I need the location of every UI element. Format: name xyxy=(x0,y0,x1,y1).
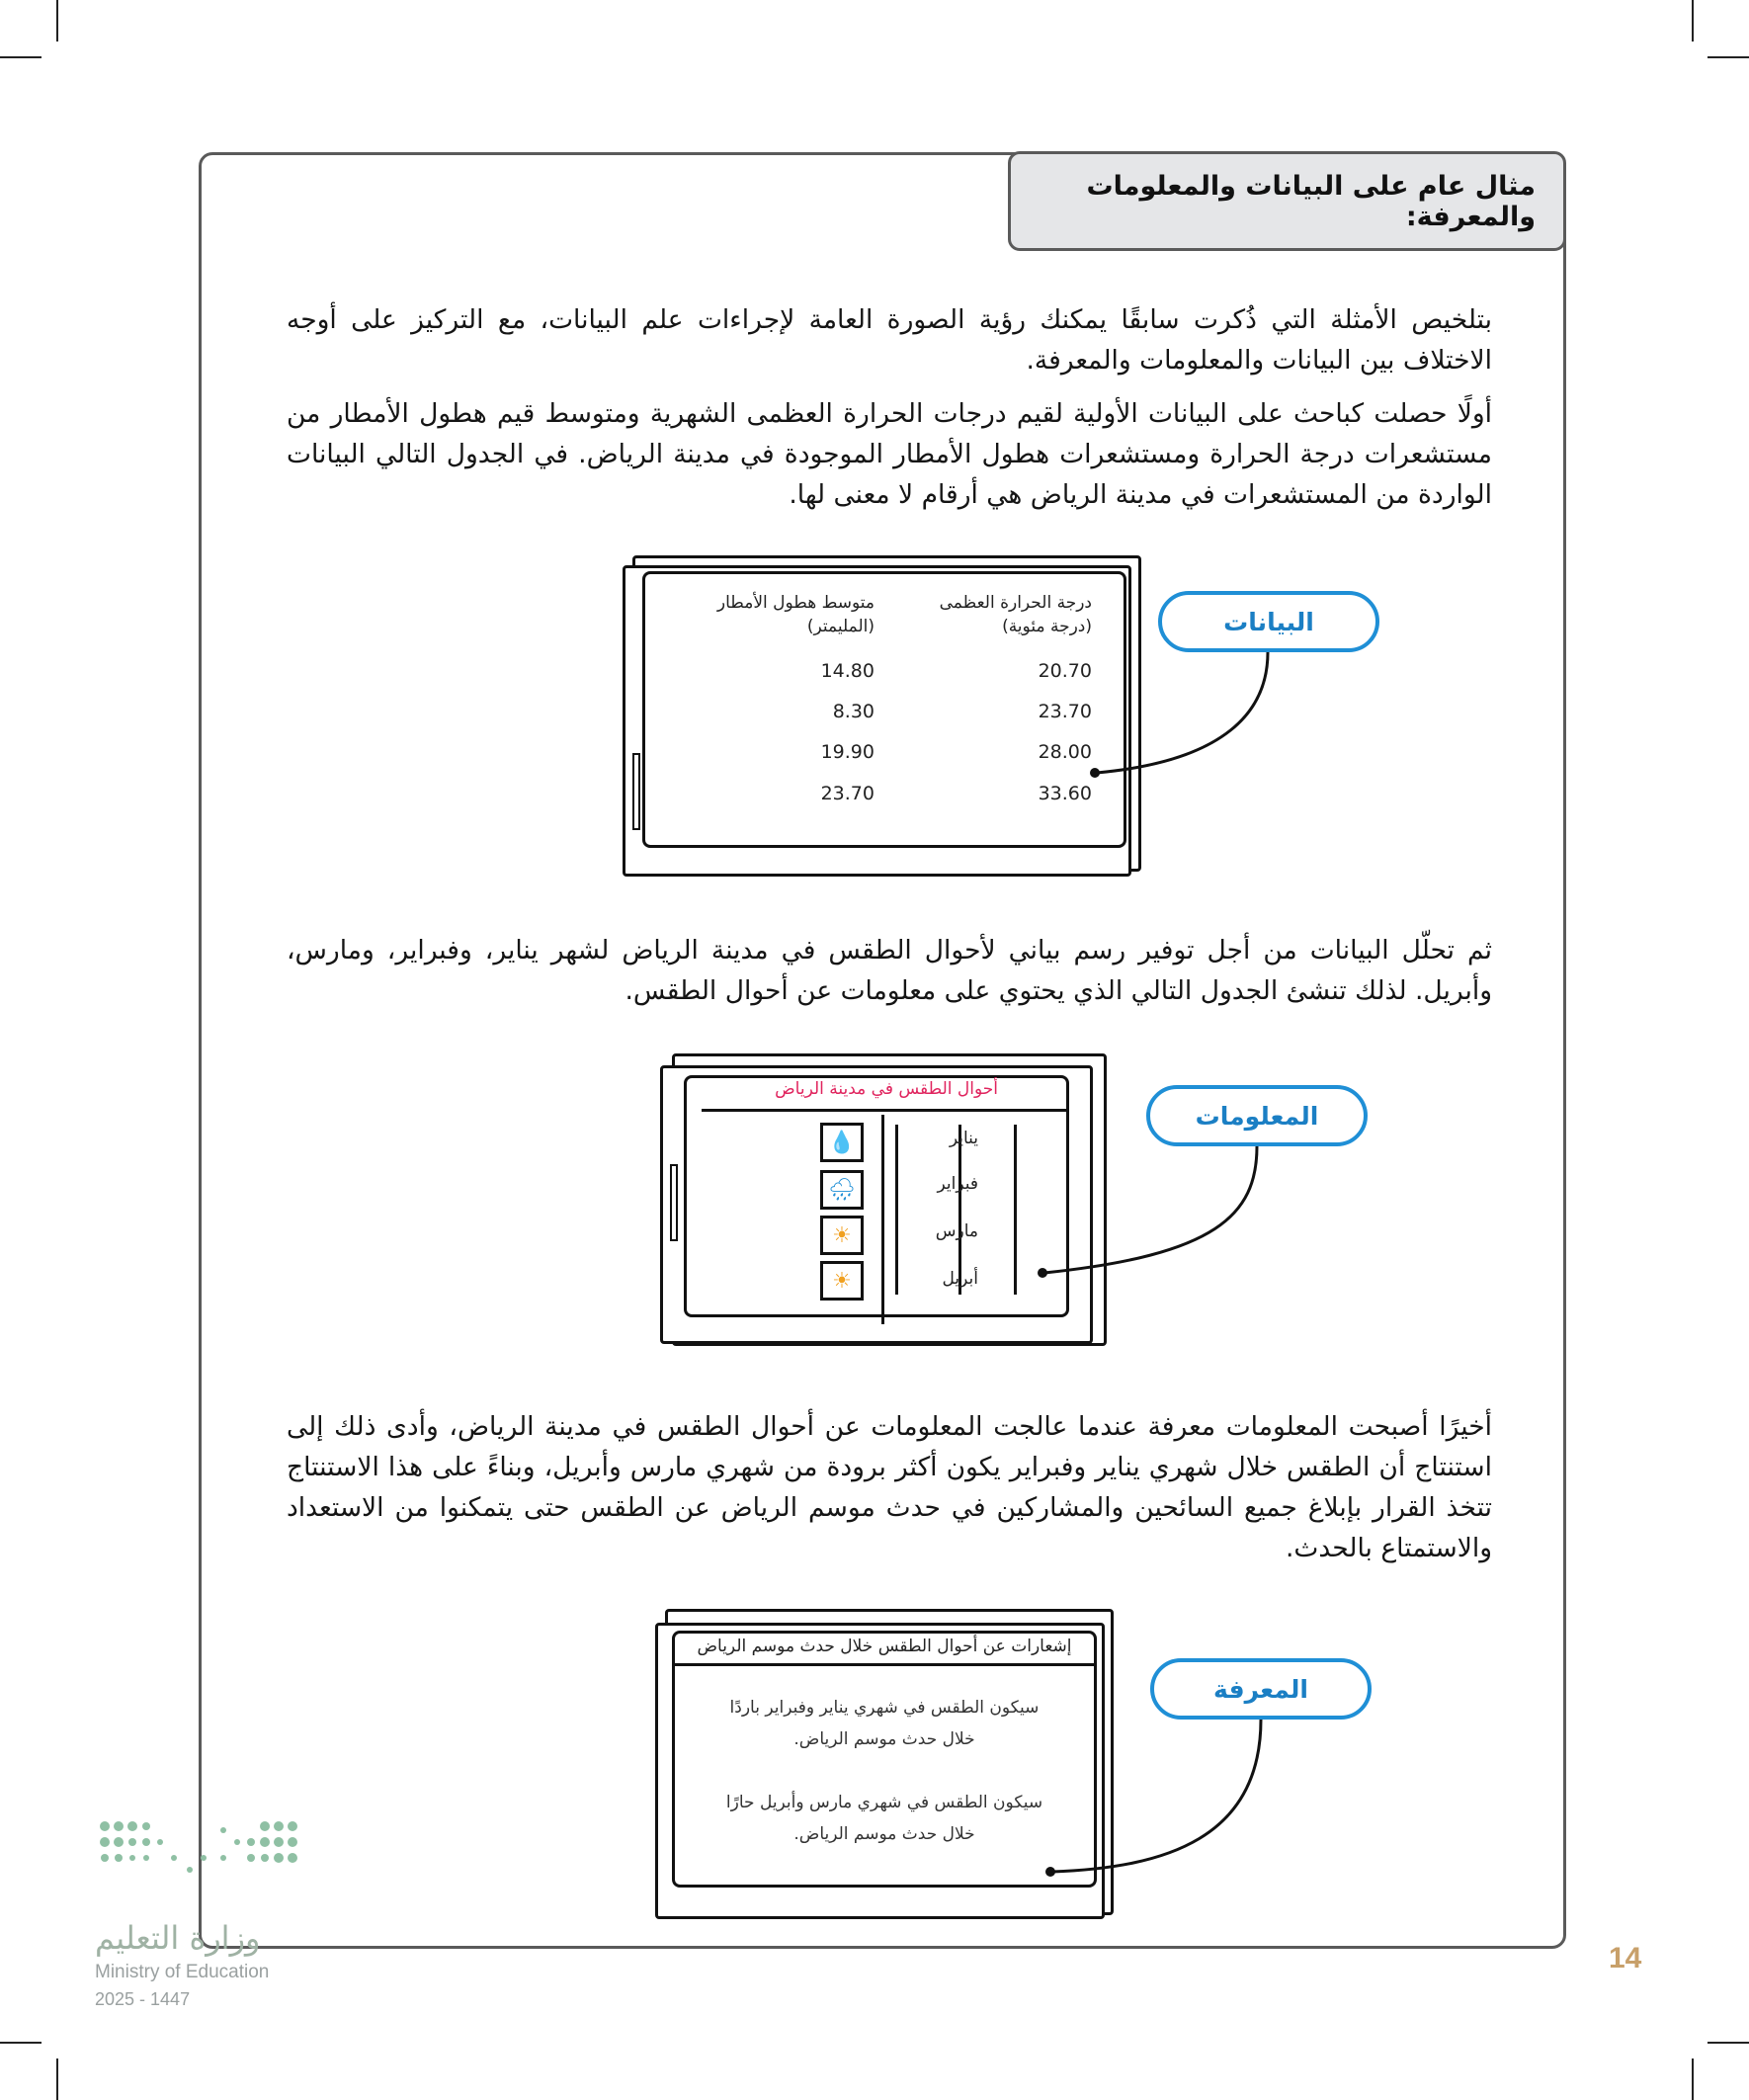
month-label: يناير xyxy=(949,1129,978,1148)
connector-data xyxy=(1097,652,1268,773)
rain-value: 19.90 xyxy=(820,741,874,763)
temp-header: درجة الحرارة العظمى (درجة مئوية) xyxy=(939,593,1092,636)
temp-value: 33.60 xyxy=(1038,783,1092,804)
section-title: مثال عام على البيانات والمعلومات والمعرفة: xyxy=(1008,151,1566,251)
rain-value: 8.30 xyxy=(832,701,874,722)
month-label: أبريل xyxy=(942,1269,978,1289)
ministry-logo xyxy=(95,1816,322,2014)
label-data: البيانات xyxy=(1158,591,1379,652)
label-knowledge: المعرفة xyxy=(1150,1658,1372,1720)
paragraph-intro: بتلخيص الأمثلة التي ذُكرت سابقًا يمكنك رؤية الصورة العامة لإجراءات علم البيانات، مع التركيز على أوجه الاختلاف بين البيانات والمعلومات والمعرفة. xyxy=(287,304,1492,376)
rain-drops-icon: 💧 xyxy=(820,1123,864,1162)
cloud-rain-icon: 🌧 xyxy=(820,1170,864,1210)
paragraph-knowledge: أخيرًا أصبحت المعلومات معرفة عندما عالجت المعلومات عن أحوال الطقس في مدينة الرياض، وأدى ذلك إلى استنتاج أن الطقس خلال شهري يناير وفبراير يكون أكثر برودة من شهري مارس وأبريل، وبناءً على هذا الاستنتاج تتخذ القرار بإبلاغ جميع السائحين والمشاركين في حدث موسم الرياض عن الطقس حتى يتمكنوا من الاستعداد والاستمتاع بالحدث. xyxy=(287,1411,1492,1563)
label-information: المعلومات xyxy=(1146,1085,1368,1146)
connector-knowledge xyxy=(1052,1720,1261,1872)
sun-icon: ☀ xyxy=(820,1261,864,1301)
paragraph-data: أولًا حصلت كباحث على البيانات الأولية لقيم درجات الحرارة العظمى الشهرية ومتوسط قيم هطول الأمطار من مستشعرات درجة الحرارة ومستشعرات هطول الأمطار الموجودة في مدينة الرياض. في الجدول التالي البيانات الواردة من المستشعرات في مدينة الرياض هي أرقام لا معنى لها. xyxy=(287,398,1492,510)
notifications-title: إشعارات عن أحوال الطقس خلال حدث موسم الرياض xyxy=(697,1637,1072,1656)
temp-value: 23.70 xyxy=(1038,701,1092,722)
temp-value: 20.70 xyxy=(1038,660,1092,682)
connector-information xyxy=(1044,1146,1257,1273)
connector-dot xyxy=(1090,768,1100,778)
temp-value: 28.00 xyxy=(1038,741,1092,763)
connector-dot xyxy=(1045,1867,1055,1877)
notification-message: سيكون الطقس في شهري مارس وأبريل حارًا خلال حدث موسم الرياض. xyxy=(725,1793,1043,1844)
connector-dot xyxy=(1038,1268,1047,1278)
sun-icon: ☀ xyxy=(820,1216,864,1255)
month-label: مارس xyxy=(935,1221,978,1241)
paragraph-information: ثم تحلّل البيانات من أجل توفير رسم بياني لأحوال الطقس في مدينة الرياض لشهر يناير، وفبراير، ومارس، وأبريل. لذلك تنشئ الجدول التالي الذي يحتوي على معلومات عن أحوال الطقس. xyxy=(287,935,1492,1006)
month-label: فبراير xyxy=(937,1174,978,1194)
rain-value: 14.80 xyxy=(820,660,874,682)
rain-value: 23.70 xyxy=(820,783,874,804)
notification-message: سيكون الطقس في شهري يناير وفبراير باردًا خلال حدث موسم الرياض. xyxy=(729,1698,1040,1749)
info-table-title: أحوال الطقس في مدينة الرياض xyxy=(775,1079,998,1099)
ministry-name-ar: وزارة التعليم xyxy=(95,1919,261,1957)
page-number: 14 xyxy=(1609,1942,1642,1974)
rain-header: متوسط هطول الأمطار (المليمتر) xyxy=(716,593,874,636)
academic-year: 2025 - 1447 xyxy=(95,1989,191,2009)
ministry-name-en: Ministry of Education xyxy=(95,1962,270,1982)
